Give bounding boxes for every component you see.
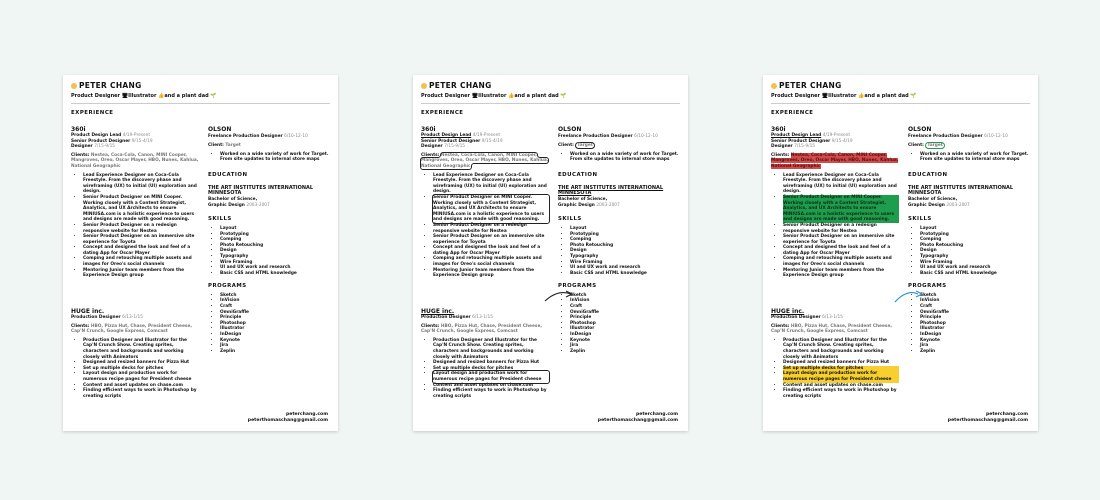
job-bullets: [421, 173, 549, 279]
major: Graphic Design 2003-2007: [908, 202, 970, 208]
job-bullets: [771, 338, 899, 400]
skill-item: • Photo Retouching: [220, 243, 330, 249]
skill-item: • Comping: [920, 237, 1030, 243]
job-role: Senior Product Designer 9/15-4/19: [71, 138, 153, 144]
list-item: • Set up multiple decks for pitches: [83, 366, 199, 372]
resume-name: PETER CHANG: [779, 81, 842, 90]
list-item: • Senior Product Designer on MINI Cooper. Working closely with a Content Strategist, Analytics, and UX Architects to ensure MINIUSA.com is a holistic experience to users and designs are made with good reasoning.: [783, 195, 899, 223]
company-name: OLSON: [208, 126, 232, 133]
header-divider: [421, 103, 680, 104]
program-item: • Jira: [920, 343, 1030, 349]
program-item: • InDesign: [920, 332, 1030, 338]
email-text: peterthomaschang@gmail.com: [597, 418, 678, 423]
programs-list: [558, 293, 680, 355]
company-name: HUGE inc.: [771, 308, 805, 315]
list-item: • Lead Experience Designer on Coca-Cola Freestyle. From the discovery phase and wireframing (UX) to initial (UI) exploration and design.: [433, 173, 549, 195]
resume-name: PETER CHANG: [79, 81, 142, 90]
skill-item: • Typography: [220, 254, 330, 260]
list-item: • Set up multiple decks for pitches: [783, 366, 899, 372]
skill-item: • Prototyping: [570, 232, 680, 238]
skill-item: • Photo Retouching: [570, 243, 680, 249]
school-name: THE ART INSTITUTES INTERNATIONAL MINNESOTA: [558, 184, 664, 197]
program-item: • Photoshop: [220, 321, 330, 327]
program-item: • Principle: [570, 315, 680, 321]
contact-footer: [948, 412, 1028, 424]
programs-heading: PROGRAMS: [908, 283, 947, 290]
skill-item: • Basic CSS and HTML knowledge: [220, 271, 330, 277]
olson-entry: [208, 126, 330, 163]
programs-list: [908, 293, 1030, 355]
skills-list: [908, 226, 1030, 276]
list-item: • Senior Product Designer on an immersive site experience for Toyota: [83, 234, 199, 245]
job-bullets: [771, 173, 899, 279]
clients-line: Clients: HBO, Pizza Hut, Chase, President Cheese, Cap'N Crunch, Google Express, Comcast: [71, 323, 192, 335]
skill-item: • UI and UX work and research: [570, 265, 680, 271]
list-item: • Concept and designed the look and feel of a dating App for Oscar Mayer: [83, 245, 199, 256]
list-item: • Worked on a wide variety of work for Target. From site updates to internal store maps: [920, 152, 1030, 163]
list-item: • Production Designer and Illustrator for the Cap'N Crunch Show. Creating sprites, characters and backgrounds and working closely with Animators: [783, 338, 899, 360]
program-item: • Jira: [220, 343, 330, 349]
skill-item: • Comping: [220, 237, 330, 243]
education-heading: EDUCATION: [908, 171, 948, 178]
company-name: HUGE inc.: [71, 308, 105, 315]
list-item: • Layout design and production work for numerous recipe pages for President cheese: [783, 371, 899, 382]
job-role: Designer 7/15-9/15: [421, 144, 466, 150]
program-item: • Zeplin: [220, 349, 330, 355]
list-item: • Senior Product Designer on a redesign responsive website for Nestea: [433, 223, 549, 234]
clients-line: Clients: HBO, Pizza Hut, Chase, President Cheese, Cap'N Crunch, Google Express, Comcast: [771, 323, 892, 335]
major: Graphic Design 2003-2007: [558, 202, 620, 208]
program-item: • Photoshop: [920, 321, 1030, 327]
school-name: THE ART INSTITUTES INTERNATIONAL MINNESOTA: [208, 184, 314, 197]
program-item: • Sketch: [920, 293, 1030, 299]
list-item: • Senior Product Designer on MINI Cooper. Working closely with a Content Strategist, Analytics, and UX Architects to ensure MINIUSA.com is a holistic experience to users and designs are made with good reasoning.: [83, 195, 199, 223]
list-item: • Content and asset updates on chase.com: [433, 383, 549, 389]
avatar-icon: [421, 83, 427, 89]
program-item: • Illustrator: [220, 326, 330, 332]
program-item: • Keynote: [920, 338, 1030, 344]
program-item: • Principle: [220, 315, 330, 321]
company-name: OLSON: [908, 126, 932, 133]
list-item: • Concept and designed the look and feel of a dating App for Oscar Mayer: [783, 245, 899, 256]
job-role: Production Designer 6/13-1/15: [771, 315, 843, 320]
program-item: • Illustrator: [570, 326, 680, 332]
website-text: peterchang.com: [635, 412, 678, 417]
list-item: • Senior Product Designer on an immersive site experience for Toyota: [433, 234, 549, 245]
program-item: • OmniGraffle: [920, 310, 1030, 316]
right-column: [208, 126, 330, 354]
list-item: • Production Designer and Illustrator for the Cap'N Crunch Show. Creating sprites, characters and backgrounds and working closely with Animators: [83, 338, 199, 360]
clients-line: Client: Target: [208, 143, 241, 149]
program-item: • Zeplin: [920, 349, 1030, 355]
program-item: • Zeplin: [570, 349, 680, 355]
avatar-icon: [71, 83, 77, 89]
programs-heading: PROGRAMS: [558, 283, 597, 290]
program-item: • InDesign: [220, 332, 330, 338]
job-role: Senior Product Designer 9/15-4/19: [421, 138, 503, 144]
list-item: • Senior Product Designer on an immersive site experience for Toyota: [783, 234, 899, 245]
skills-list: [208, 226, 330, 276]
programs-heading: PROGRAMS: [208, 283, 247, 290]
list-item: • Senior Product Designer on MINI Cooper. Working closely with a Content Strategist, Analytics, and UX Architects to ensure MINIUSA.com is a holistic experience to users and designs are made with good reasoning.: [433, 195, 549, 223]
list-item: • Lead Experience Designer on Coca-Cola Freestyle. From the discovery phase and wireframing (UX) to initial (UI) exploration and design.: [83, 173, 199, 195]
job-role: Freelance Production Designer 6/10-12-10: [558, 133, 658, 139]
education-entry: [208, 186, 330, 209]
program-item: • Craft: [920, 304, 1030, 310]
header-divider: [71, 103, 330, 104]
header-divider: [771, 103, 1030, 104]
program-item: • Illustrator: [920, 326, 1030, 332]
list-item: • Comping and retouching multiple assets and images for Oreo's social channels: [433, 256, 549, 267]
list-item: • Comping and retouching multiple assets and images for Oreo's social channels: [83, 256, 199, 267]
job-role: Freelance Production Designer 6/10-12-10: [908, 133, 1008, 139]
resume-tagline: Product Designer 🖥Illustrator 👍and a plant dad 🌱: [71, 93, 217, 99]
program-item: • Jira: [570, 343, 680, 349]
job-role: Senior Product Designer 9/15-4/19: [771, 138, 853, 144]
list-item: • Finding efficient ways to work in Photoshop by creating scripts: [433, 388, 549, 399]
degree: Bachelor of Science,: [208, 197, 258, 203]
skills-heading: SKILLS: [558, 216, 582, 223]
skill-item: • Wire Framing: [570, 260, 680, 266]
list-item: • Senior Product Designer on a redesign responsive website for Nestea: [783, 223, 899, 234]
skill-item: • UI and UX work and research: [220, 265, 330, 271]
skill-item: • Layout: [920, 226, 1030, 232]
clients-line: Clients: Nestea, Coca-Cola, Canon, MINI Cooper, Mangroves, Oreo, Oscar Mayer, HBO, Nunes, Kahlua, National Geographic: [71, 152, 199, 169]
contact-footer: [598, 412, 678, 424]
clients-line: Client: Target: [908, 143, 943, 149]
program-item: • Craft: [220, 304, 330, 310]
skill-item: • Basic CSS and HTML knowledge: [920, 271, 1030, 277]
resume-name: PETER CHANG: [429, 81, 492, 90]
job-huge: [71, 308, 199, 399]
skills-heading: SKILLS: [908, 216, 932, 223]
list-item: • Production Designer and Illustrator for the Cap'N Crunch Show. Creating sprites, characters and backgrounds and working closely with Animators: [433, 338, 549, 360]
skill-item: • Layout: [220, 226, 330, 232]
job-role: Product Design Lead 4/19-Present: [71, 133, 151, 138]
email-text: peterthomaschang@gmail.com: [247, 418, 328, 423]
job-360i: [421, 126, 549, 279]
skill-item: • Wire Framing: [920, 260, 1030, 266]
program-item: • Sketch: [220, 293, 330, 299]
list-item: • Mentoring Junior team members from the Experience Design group: [83, 268, 199, 279]
clients-line: Clients: HBO, Pizza Hut, Chase, President Cheese, Cap'N Crunch, Google Express, Comcast: [421, 323, 542, 335]
program-item: • InVision: [220, 298, 330, 304]
job-role: Production Designer 6/13-1/15: [421, 315, 493, 320]
avatar-icon: [771, 83, 777, 89]
job-role: Production Designer 6/13-1/15: [71, 315, 143, 320]
list-item: • Content and asset updates on chase.com: [83, 383, 199, 389]
education-entry: [558, 186, 680, 209]
company-name: 360i: [421, 126, 436, 133]
skill-item: • Wire Framing: [220, 260, 330, 266]
job-bullets: [908, 152, 1030, 163]
skill-item: • UI and UX work and research: [920, 265, 1030, 271]
company-name: 360i: [71, 126, 86, 133]
clients-line: Clients: Nestea, Coca-Cola, Canon, MINI Cooper, Mangroves, Oreo, Oscar Mayer, HBO, Nunes, Kahlua, National Geographic: [771, 152, 899, 169]
program-item: • Keynote: [570, 338, 680, 344]
list-item: • Designed and resized banners for Pizza Hut: [783, 360, 899, 366]
degree: Bachelor of Science,: [558, 197, 608, 203]
skill-item: • Design: [920, 248, 1030, 254]
list-item: • Finding efficient ways to work in Photoshop by creating scripts: [783, 388, 899, 399]
resume-tagline: Product Designer 🖥Illustrator 👍and a plant dad 🌱: [421, 93, 567, 99]
skill-item: • Typography: [920, 254, 1030, 260]
skill-item: • Photo Retouching: [920, 243, 1030, 249]
job-huge: [771, 308, 899, 399]
skills-heading: SKILLS: [208, 216, 232, 223]
program-item: • Photoshop: [570, 321, 680, 327]
education-heading: EDUCATION: [558, 171, 598, 178]
olson-entry: [908, 126, 1030, 163]
list-item: • Finding efficient ways to work in Photoshop by creating scripts: [83, 388, 199, 399]
job-bullets: [421, 338, 549, 400]
program-item: • OmniGraffle: [570, 310, 680, 316]
contact-footer: [248, 412, 328, 424]
program-item: • InDesign: [570, 332, 680, 338]
programs-list: [208, 293, 330, 355]
resume-tagline: Product Designer 🖥Illustrator 👍and a plant dad 🌱: [771, 93, 917, 99]
program-item: • InVision: [570, 298, 680, 304]
resume-page-1: [63, 75, 338, 431]
experience-heading: EXPERIENCE: [71, 110, 114, 116]
job-role: Designer 7/15-9/15: [71, 144, 116, 150]
right-column: [558, 126, 680, 354]
job-bullets: [71, 173, 199, 279]
job-role: Product Design Lead 4/19-Present: [421, 133, 501, 138]
skill-item: • Layout: [570, 226, 680, 232]
company-name: 360i: [771, 126, 786, 133]
right-column: [908, 126, 1030, 354]
skills-list: [558, 226, 680, 276]
job-bullets: [71, 338, 199, 400]
list-item: • Mentoring Junior team members from the Experience Design group: [783, 268, 899, 279]
education-entry: [908, 186, 1030, 209]
skill-item: • Comping: [570, 237, 680, 243]
list-item: • Worked on a wide variety of work for Target. From site updates to internal store maps: [570, 152, 680, 163]
list-item: • Mentoring Junior team members from the Experience Design group: [433, 268, 549, 279]
email-text: peterthomaschang@gmail.com: [947, 418, 1028, 423]
list-item: • Designed and resized banners for Pizza Hut: [433, 360, 549, 366]
job-bullets: [558, 152, 680, 163]
company-name: HUGE inc.: [421, 308, 455, 315]
skill-item: • Design: [220, 248, 330, 254]
job-bullets: [208, 152, 330, 163]
list-item: • Lead Experience Designer on Coca-Cola Freestyle. From the discovery phase and wireframing (UX) to initial (UI) exploration and design.: [783, 173, 899, 195]
list-item: • Comping and retouching multiple assets and images for Oreo's social channels: [783, 256, 899, 267]
company-name: OLSON: [558, 126, 582, 133]
website-text: peterchang.com: [285, 412, 328, 417]
skill-item: • Design: [570, 248, 680, 254]
olson-entry: [558, 126, 680, 163]
program-item: • Craft: [570, 304, 680, 310]
list-item: • Layout design and production work for numerous recipe pages for President cheese: [83, 371, 199, 382]
resume-page-2: [413, 75, 688, 431]
job-role: Designer 7/15-9/15: [771, 144, 816, 150]
list-item: • Worked on a wide variety of work for Target. From site updates to internal store maps: [220, 152, 330, 163]
degree: Bachelor of Science,: [908, 197, 958, 203]
list-item: • Set up multiple decks for pitches: [433, 366, 549, 372]
list-item: • Layout design and production work for numerous recipe pages for President cheese: [433, 371, 549, 382]
job-role: Product Design Lead 4/19-Present: [771, 133, 851, 138]
skill-item: • Prototyping: [220, 232, 330, 238]
job-360i: [771, 126, 899, 279]
job-huge: [421, 308, 549, 399]
experience-heading: EXPERIENCE: [771, 110, 814, 116]
experience-heading: EXPERIENCE: [421, 110, 464, 116]
list-item: • Senior Product Designer on a redesign responsive website for Nestea: [83, 223, 199, 234]
program-item: • Principle: [920, 315, 1030, 321]
job-role: Freelance Production Designer 6/10-12-10: [208, 133, 308, 139]
school-name: THE ART INSTITUTES INTERNATIONAL MINNESOTA: [908, 184, 1014, 197]
list-item: • Concept and designed the look and feel of a dating App for Oscar Mayer: [433, 245, 549, 256]
skill-item: • Basic CSS and HTML knowledge: [570, 271, 680, 277]
program-item: • Sketch: [570, 293, 680, 299]
clients-line: Client: Target: [558, 143, 593, 149]
program-item: • InVision: [920, 298, 1030, 304]
skill-item: • Typography: [570, 254, 680, 260]
clients-line: Clients: Nestea, Coca-Cola, Canon, MINI Cooper, Mangroves, Oreo, Oscar Mayer, HBO, Nunes, Kahlua, National Geographic: [421, 152, 549, 169]
major: Graphic Design 2003-2007: [208, 202, 270, 208]
job-360i: [71, 126, 199, 279]
list-item: • Content and asset updates on chase.com: [783, 383, 899, 389]
program-item: • OmniGraffle: [220, 310, 330, 316]
resume-page-3: [763, 75, 1038, 431]
skill-item: • Prototyping: [920, 232, 1030, 238]
program-item: • Keynote: [220, 338, 330, 344]
education-heading: EDUCATION: [208, 171, 248, 178]
list-item: • Designed and resized banners for Pizza Hut: [83, 360, 199, 366]
website-text: peterchang.com: [985, 412, 1028, 417]
